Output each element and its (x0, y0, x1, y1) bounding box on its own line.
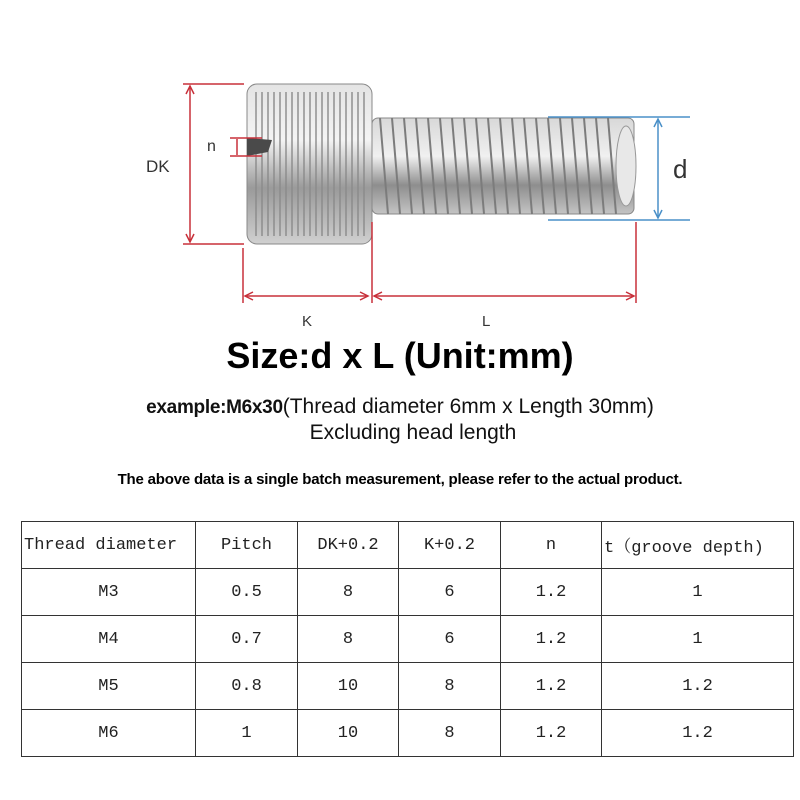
header-n: n (501, 522, 602, 569)
spec-table (21, 521, 794, 757)
cell-pitch: 0.7 (196, 616, 298, 663)
cell-t: 1.2 (602, 663, 794, 710)
d-label: d (673, 154, 688, 184)
dk-label: DK (146, 157, 170, 176)
cell-n: 1.2 (501, 616, 602, 663)
size-title: Size:d x L (Unit:mm) (226, 335, 574, 376)
cell-thread: M6 (22, 710, 196, 757)
cell-pitch: 1 (196, 710, 298, 757)
cell-n: 1.2 (501, 710, 602, 757)
header-dk: DK+0.2 (298, 522, 399, 569)
example-line (0, 394, 800, 421)
header-thread-diameter: Thread diameter (22, 522, 196, 569)
example-code: example:M6x30 (146, 397, 283, 418)
table-row (22, 616, 794, 663)
cell-thread: M3 (22, 569, 196, 616)
k-label: K (302, 313, 313, 330)
cell-k: 6 (399, 569, 501, 616)
n-label: n (207, 138, 216, 155)
measurement-notice: The above data is a single batch measurement, please refer to the actual product. (117, 471, 683, 488)
cell-n: 1.2 (501, 569, 602, 616)
cell-dk: 10 (298, 663, 399, 710)
cell-k: 8 (399, 663, 501, 710)
example-note: Excluding head length (309, 421, 517, 444)
cell-thread: M5 (22, 663, 196, 710)
cell-dk: 8 (298, 569, 399, 616)
cell-t: 1.2 (602, 710, 794, 757)
cell-dk: 8 (298, 616, 399, 663)
cell-t: 1 (602, 569, 794, 616)
screw-dimension-diagram (0, 0, 800, 340)
cell-t: 1 (602, 616, 794, 663)
example-description: (Thread diameter 6mm x Length 30mm) (282, 395, 654, 418)
table-row (22, 663, 794, 710)
cell-dk: 10 (298, 710, 399, 757)
cell-pitch: 0.5 (196, 569, 298, 616)
header-groove-depth: t（groove depth) (602, 522, 794, 569)
table-row (22, 710, 794, 757)
l-label: L (482, 313, 491, 330)
header-pitch: Pitch (196, 522, 298, 569)
cell-pitch: 0.8 (196, 663, 298, 710)
l-dimension (372, 222, 636, 303)
cell-thread: M4 (22, 616, 196, 663)
table-header-row (22, 522, 794, 569)
header-k: K+0.2 (399, 522, 501, 569)
screw-thread (372, 118, 636, 214)
k-dimension (243, 248, 368, 303)
screw-head (247, 84, 372, 244)
cell-k: 6 (399, 616, 501, 663)
table-row (22, 569, 794, 616)
cell-k: 8 (399, 710, 501, 757)
cell-n: 1.2 (501, 663, 602, 710)
dk-dimension (183, 84, 244, 244)
